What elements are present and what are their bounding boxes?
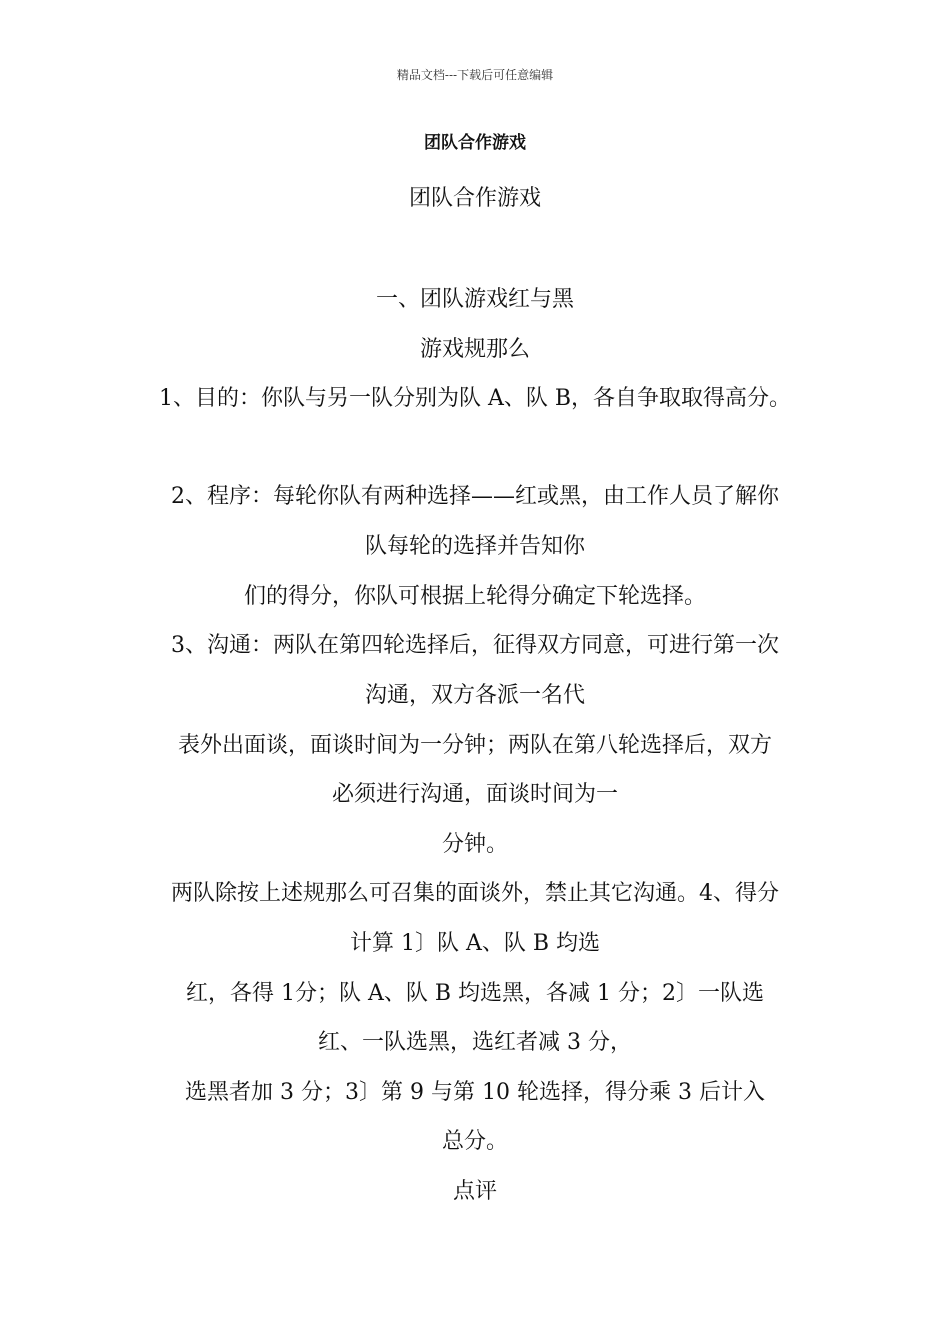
body-line: 表外出面谈，面谈时间为一分钟；两队在第八轮选择后，双方 — [177, 733, 772, 758]
comment-heading: 点评 — [452, 1179, 497, 1204]
body-line: 计算 1〕队 A、队 B 均选 — [349, 931, 601, 956]
body-line: 沟通，双方各派一名代 — [364, 683, 585, 708]
body-line: 选黑者加 3 分；3〕第 9 与第 10 轮选择，得分乘 3 后计入 — [185, 1080, 765, 1105]
body-line: 队每轮的选择并告知你 — [364, 534, 585, 559]
body-line: 必须进行沟通，面谈时间为一 — [331, 782, 618, 807]
body-line: 2、程序：每轮你队有两种选择——红或黑，由工作人员了解你 — [171, 484, 779, 509]
body-line: 3、沟通：两队在第四轮选择后，征得双方同意，可进行第一次 — [171, 633, 779, 658]
body-line: 两队除按上述规那么可召集的面谈外，禁止其它沟通。4、得分 — [171, 881, 779, 906]
rules-heading: 游戏规那么 — [419, 337, 530, 362]
subsection-heading: 一、团队游戏红与黑 — [375, 287, 574, 312]
body-line: 们的得分，你队可根据上轮得分确定下轮选择。 — [243, 584, 706, 609]
body-line: 红，各得 1分；队 A、队 B 均选黑，各减 1 分；2〕一队选 — [185, 981, 764, 1006]
section-heading: 团队合作游戏 — [408, 186, 541, 211]
body-line: 总分。 — [441, 1129, 508, 1154]
body-line: 分钟。 — [441, 832, 508, 857]
page-header: 精品文档---下载后可任意编辑 — [396, 68, 554, 82]
document-title: 团队合作游戏 — [424, 133, 526, 153]
body-line: 红、一队选黑，选红者减 3 分， — [318, 1030, 632, 1055]
body-line: 1、目的：你队与另一队分别为队 A、队 B，各自争取取得高分。 — [158, 386, 792, 411]
